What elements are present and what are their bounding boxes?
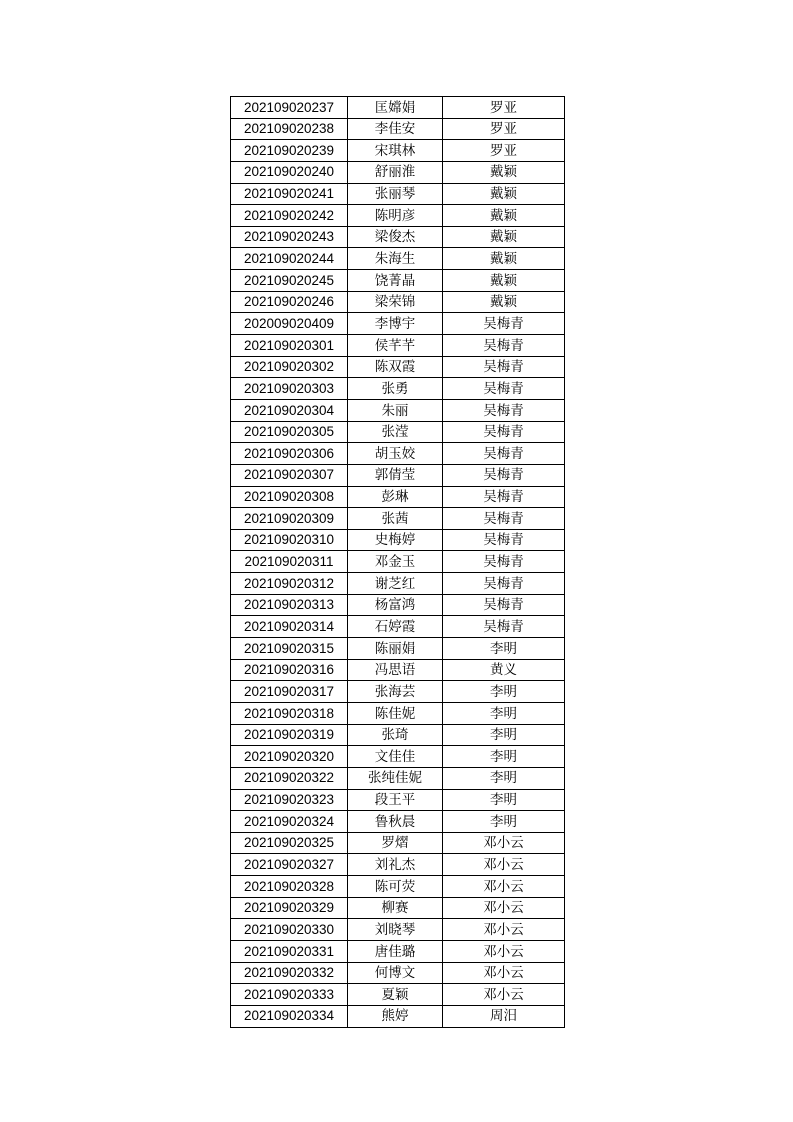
cell-student-name: 张纯佳妮 — [348, 767, 443, 789]
cell-student-id: 202109020318 — [231, 702, 348, 724]
cell-student-name: 陈可荧 — [348, 876, 443, 898]
table-row — [231, 767, 565, 789]
cell-student-id: 202109020315 — [231, 638, 348, 660]
cell-student-name: 张海芸 — [348, 681, 443, 703]
student-roster-table — [230, 96, 565, 1028]
table-row — [231, 962, 565, 984]
cell-student-id: 202109020303 — [231, 378, 348, 400]
table-row — [231, 486, 565, 508]
table-row — [231, 984, 565, 1006]
table-row — [231, 659, 565, 681]
cell-student-name: 陈丽娟 — [348, 638, 443, 660]
cell-student-id: 202109020301 — [231, 335, 348, 357]
cell-advisor-name: 吴梅青 — [443, 573, 565, 595]
cell-student-id: 202109020314 — [231, 616, 348, 638]
table-row — [231, 335, 565, 357]
cell-student-name: 柳赛 — [348, 897, 443, 919]
cell-advisor-name: 戴颖 — [443, 270, 565, 292]
cell-advisor-name: 罗亚 — [443, 118, 565, 140]
cell-advisor-name: 戴颖 — [443, 226, 565, 248]
cell-advisor-name: 李明 — [443, 681, 565, 703]
cell-student-id: 202109020237 — [231, 97, 348, 119]
table-row — [231, 832, 565, 854]
table-row — [231, 161, 565, 183]
cell-advisor-name: 戴颖 — [443, 161, 565, 183]
cell-student-id: 202109020324 — [231, 811, 348, 833]
cell-advisor-name: 邓小云 — [443, 919, 565, 941]
cell-advisor-name: 吴梅青 — [443, 399, 565, 421]
cell-student-name: 梁荣锦 — [348, 291, 443, 313]
cell-student-id: 202109020307 — [231, 464, 348, 486]
cell-student-id: 202109020312 — [231, 573, 348, 595]
table-row — [231, 724, 565, 746]
table-row — [231, 897, 565, 919]
cell-student-name: 刘礼杰 — [348, 854, 443, 876]
cell-student-name: 张勇 — [348, 378, 443, 400]
cell-student-name: 陈佳妮 — [348, 702, 443, 724]
table-row — [231, 789, 565, 811]
cell-student-name: 陈双霞 — [348, 356, 443, 378]
cell-advisor-name: 吴梅青 — [443, 443, 565, 465]
cell-student-id: 202109020333 — [231, 984, 348, 1006]
cell-advisor-name: 吴梅青 — [443, 616, 565, 638]
cell-advisor-name: 黄义 — [443, 659, 565, 681]
cell-student-name: 史梅婷 — [348, 529, 443, 551]
table-row — [231, 248, 565, 270]
cell-advisor-name: 邓小云 — [443, 854, 565, 876]
cell-advisor-name: 邓小云 — [443, 984, 565, 1006]
table-row — [231, 919, 565, 941]
cell-student-id: 202109020241 — [231, 183, 348, 205]
cell-advisor-name: 邓小云 — [443, 897, 565, 919]
cell-student-name: 段王平 — [348, 789, 443, 811]
cell-student-id: 202109020316 — [231, 659, 348, 681]
table-row — [231, 313, 565, 335]
cell-advisor-name: 吴梅青 — [443, 486, 565, 508]
table-row — [231, 876, 565, 898]
cell-advisor-name: 吴梅青 — [443, 378, 565, 400]
cell-student-id: 202109020242 — [231, 205, 348, 227]
table-row — [231, 97, 565, 119]
table-row — [231, 226, 565, 248]
cell-student-id: 202109020239 — [231, 140, 348, 162]
cell-student-id: 202109020302 — [231, 356, 348, 378]
cell-student-id: 202109020331 — [231, 940, 348, 962]
cell-student-id: 202109020313 — [231, 594, 348, 616]
cell-student-id: 202109020323 — [231, 789, 348, 811]
table-row — [231, 940, 565, 962]
cell-advisor-name: 罗亚 — [443, 140, 565, 162]
table-row — [231, 205, 565, 227]
cell-student-name: 张茜 — [348, 508, 443, 530]
cell-advisor-name: 吴梅青 — [443, 551, 565, 573]
cell-student-id: 202109020308 — [231, 486, 348, 508]
cell-advisor-name: 周汨 — [443, 1005, 565, 1027]
cell-student-name: 饶菁晶 — [348, 270, 443, 292]
cell-student-name: 杨富鸿 — [348, 594, 443, 616]
cell-student-id: 202109020320 — [231, 746, 348, 768]
table-row — [231, 681, 565, 703]
table-row — [231, 118, 565, 140]
cell-student-name: 陈明彦 — [348, 205, 443, 227]
table-row — [231, 1005, 565, 1027]
cell-student-id: 202109020327 — [231, 854, 348, 876]
cell-student-name: 梁俊杰 — [348, 226, 443, 248]
cell-advisor-name: 李明 — [443, 702, 565, 724]
cell-advisor-name: 吴梅青 — [443, 594, 565, 616]
cell-student-id: 202109020305 — [231, 421, 348, 443]
cell-advisor-name: 李明 — [443, 746, 565, 768]
cell-student-id: 202109020243 — [231, 226, 348, 248]
table-row — [231, 508, 565, 530]
table-row — [231, 594, 565, 616]
table-row — [231, 702, 565, 724]
cell-student-id: 202109020317 — [231, 681, 348, 703]
cell-student-name: 胡玉姣 — [348, 443, 443, 465]
cell-advisor-name: 戴颖 — [443, 205, 565, 227]
cell-student-name: 匡嫦娟 — [348, 97, 443, 119]
table-row — [231, 183, 565, 205]
cell-student-name: 李佳安 — [348, 118, 443, 140]
cell-student-id: 202109020311 — [231, 551, 348, 573]
cell-student-name: 何博文 — [348, 962, 443, 984]
cell-advisor-name: 吴梅青 — [443, 421, 565, 443]
cell-student-name: 冯思语 — [348, 659, 443, 681]
cell-student-name: 郭倩莹 — [348, 464, 443, 486]
roster-table-body — [231, 97, 565, 1028]
cell-student-name: 张琦 — [348, 724, 443, 746]
table-row — [231, 464, 565, 486]
cell-student-id: 202109020329 — [231, 897, 348, 919]
cell-student-name: 朱海生 — [348, 248, 443, 270]
cell-student-id: 202109020328 — [231, 876, 348, 898]
cell-advisor-name: 戴颖 — [443, 291, 565, 313]
cell-student-name: 舒丽淮 — [348, 161, 443, 183]
cell-student-id: 202109020325 — [231, 832, 348, 854]
table-row — [231, 616, 565, 638]
cell-student-name: 张丽琴 — [348, 183, 443, 205]
cell-student-id: 202109020310 — [231, 529, 348, 551]
cell-advisor-name: 罗亚 — [443, 97, 565, 119]
cell-student-id: 202109020238 — [231, 118, 348, 140]
cell-student-name: 谢芝红 — [348, 573, 443, 595]
cell-advisor-name: 吴梅青 — [443, 313, 565, 335]
cell-student-id: 202009020409 — [231, 313, 348, 335]
table-row — [231, 638, 565, 660]
cell-advisor-name: 李明 — [443, 767, 565, 789]
cell-student-id: 202109020309 — [231, 508, 348, 530]
table-row — [231, 270, 565, 292]
cell-advisor-name: 邓小云 — [443, 962, 565, 984]
table-row — [231, 421, 565, 443]
cell-student-name: 唐佳璐 — [348, 940, 443, 962]
table-row — [231, 291, 565, 313]
table-row — [231, 356, 565, 378]
table-row — [231, 443, 565, 465]
cell-student-id: 202109020334 — [231, 1005, 348, 1027]
cell-student-name: 邓金玉 — [348, 551, 443, 573]
table-row — [231, 746, 565, 768]
cell-advisor-name: 吴梅青 — [443, 356, 565, 378]
table-row — [231, 854, 565, 876]
cell-student-id: 202109020246 — [231, 291, 348, 313]
cell-student-name: 张滢 — [348, 421, 443, 443]
cell-advisor-name: 邓小云 — [443, 876, 565, 898]
cell-advisor-name: 李明 — [443, 638, 565, 660]
cell-advisor-name: 吴梅青 — [443, 508, 565, 530]
cell-student-name: 朱丽 — [348, 399, 443, 421]
cell-advisor-name: 吴梅青 — [443, 529, 565, 551]
cell-advisor-name: 邓小云 — [443, 832, 565, 854]
cell-student-name: 宋琪林 — [348, 140, 443, 162]
cell-advisor-name: 戴颖 — [443, 183, 565, 205]
cell-advisor-name: 李明 — [443, 789, 565, 811]
cell-student-name: 石婷霞 — [348, 616, 443, 638]
table-row — [231, 378, 565, 400]
table-row — [231, 529, 565, 551]
cell-student-id: 202109020244 — [231, 248, 348, 270]
cell-advisor-name: 吴梅青 — [443, 335, 565, 357]
table-row — [231, 811, 565, 833]
cell-student-id: 202109020319 — [231, 724, 348, 746]
table-row — [231, 140, 565, 162]
cell-student-id: 202109020240 — [231, 161, 348, 183]
cell-student-name: 夏颖 — [348, 984, 443, 1006]
cell-student-name: 熊婷 — [348, 1005, 443, 1027]
cell-student-id: 202109020245 — [231, 270, 348, 292]
cell-student-name: 彭琳 — [348, 486, 443, 508]
table-row — [231, 573, 565, 595]
cell-advisor-name: 邓小云 — [443, 940, 565, 962]
table-row — [231, 399, 565, 421]
cell-advisor-name: 李明 — [443, 811, 565, 833]
cell-student-id: 202109020332 — [231, 962, 348, 984]
cell-student-id: 202109020306 — [231, 443, 348, 465]
cell-advisor-name: 吴梅青 — [443, 464, 565, 486]
cell-advisor-name: 李明 — [443, 724, 565, 746]
table-row — [231, 551, 565, 573]
cell-student-name: 李博宇 — [348, 313, 443, 335]
cell-student-name: 文佳佳 — [348, 746, 443, 768]
cell-student-name: 侯芊芊 — [348, 335, 443, 357]
cell-student-id: 202109020304 — [231, 399, 348, 421]
cell-student-id: 202109020322 — [231, 767, 348, 789]
cell-student-id: 202109020330 — [231, 919, 348, 941]
cell-student-name: 鲁秋晨 — [348, 811, 443, 833]
cell-advisor-name: 戴颖 — [443, 248, 565, 270]
cell-student-name: 罗熠 — [348, 832, 443, 854]
cell-student-name: 刘晓琴 — [348, 919, 443, 941]
